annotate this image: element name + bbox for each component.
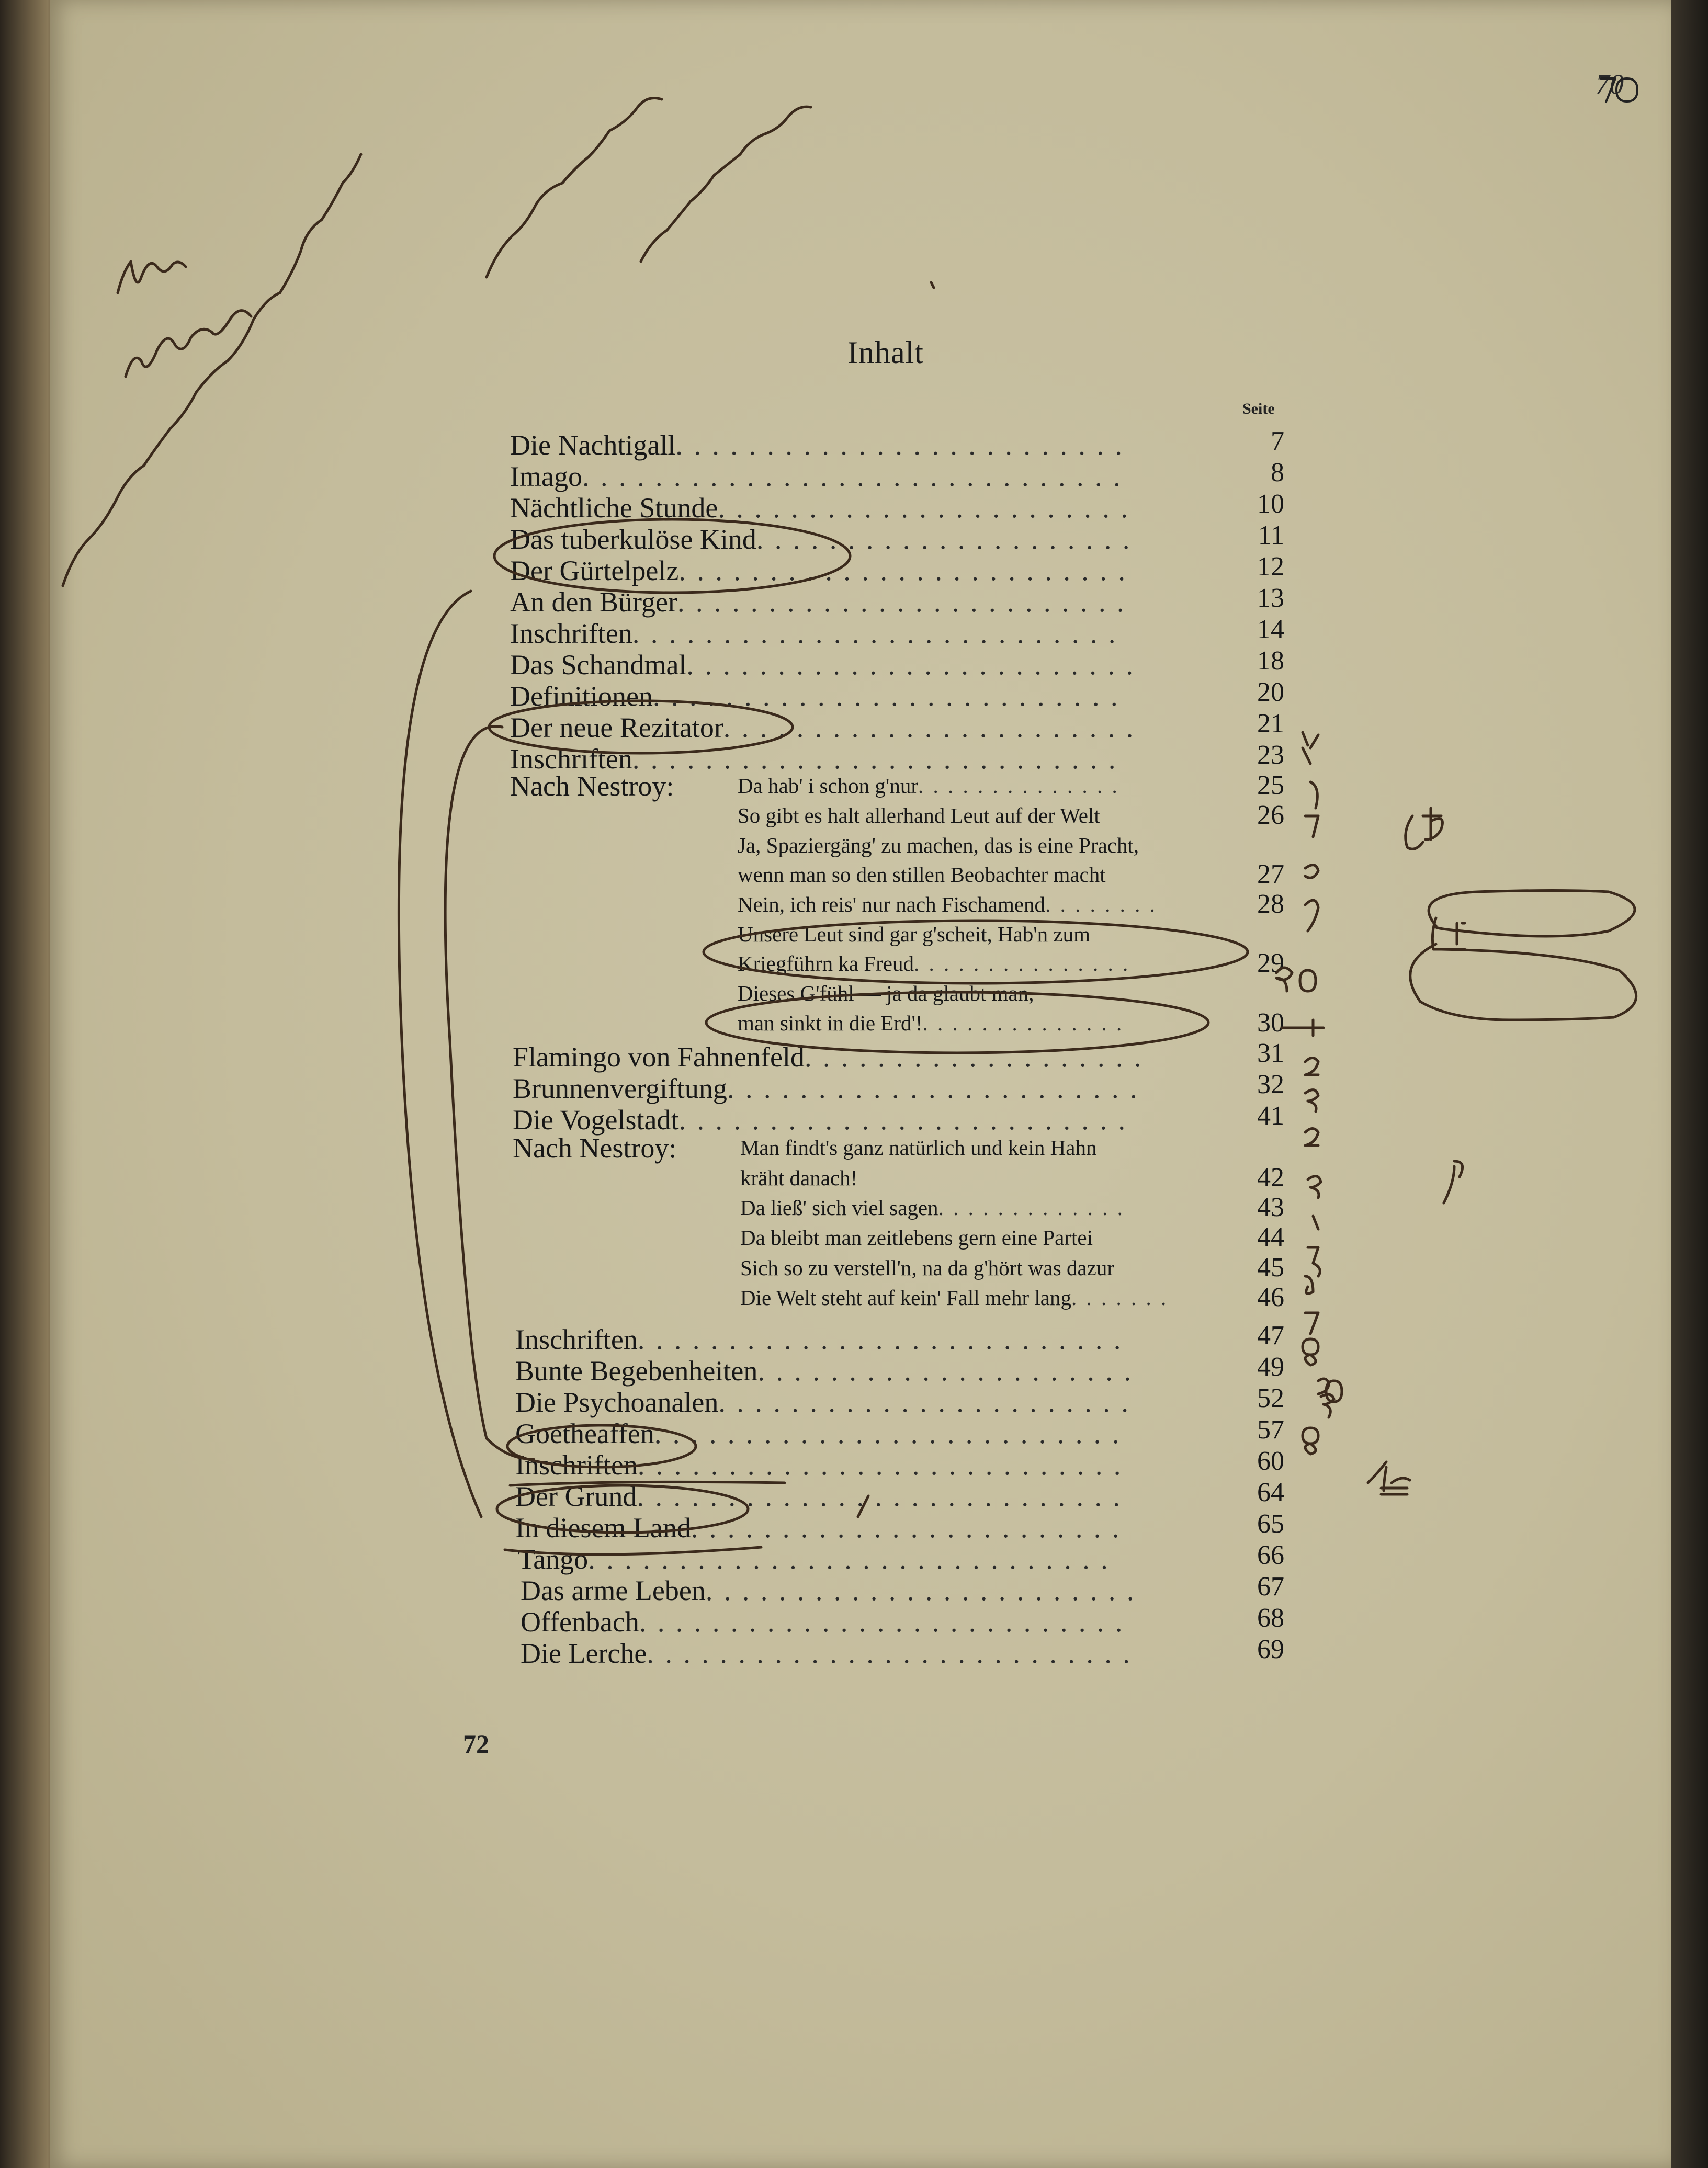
toc-entry-title: Der Gürtelpelz: [510, 555, 679, 586]
renumber-34: [1305, 1129, 1318, 1146]
toc-entry-title: Die Lerche: [521, 1638, 647, 1669]
toc-section-prefix: Nach Nestroy:: [513, 1132, 677, 1164]
toc-leader-dots: . . . . . . . .: [1045, 892, 1157, 916]
margin-mark-st: [1406, 808, 1443, 849]
margin-tick: [931, 282, 934, 288]
toc-page-number: 60: [1257, 1446, 1284, 1476]
toc-page-number: 13: [1257, 583, 1284, 613]
toc-page-number: 11: [1258, 520, 1284, 550]
underline-in-diesem-land: [505, 1547, 761, 1554]
renumber-50: [1318, 1379, 1342, 1402]
toc-page-number: 64: [1257, 1478, 1284, 1507]
margin-note-1: [118, 262, 186, 293]
toc-entry-title: Da hab' i schon g'nur: [738, 774, 918, 798]
toc-page-number: 18: [1257, 646, 1284, 676]
toc-page-number: 32: [1257, 1070, 1284, 1099]
toc-entry-title: Inschriften: [510, 743, 632, 775]
toc-leader-dots: . . . . . . . . . . . . . . . . . . . . . . . . .: [686, 649, 1135, 680]
toc-entry-title: So gibt es halt allerhand Leut auf der Welt: [738, 803, 1100, 827]
toc-entry-title: Flamingo von Fahnenfeld: [513, 1041, 805, 1073]
tick-der-grund: [858, 1496, 868, 1517]
renumber-33: [1305, 1090, 1318, 1111]
toc-entry-title: Kriegführn ka Freud: [738, 951, 914, 975]
toc-entry-title: Der neue Rezitator: [510, 712, 723, 743]
toc-entry-title: Definitionen: [510, 680, 653, 712]
renumber-26: [1310, 782, 1317, 808]
toc-entry-title: Inschriften: [515, 1449, 638, 1481]
toc-page-number: 8: [1271, 458, 1284, 487]
margin-loop-1: [1429, 891, 1635, 937]
toc-entry-title: man sinkt in die Erd'!: [738, 1011, 923, 1035]
toc-leader-dots: . . . . . . . . . . . . . . . . . . . . . . . . . .: [652, 680, 1120, 712]
toc-entry-title: Imago: [510, 461, 582, 492]
toc-leader-dots: . . . . . . . . . . . . . . . . . . . . . . .: [718, 1387, 1130, 1418]
toc-entry-title: Inschriften: [515, 1324, 638, 1355]
renumber-31: [1282, 1020, 1324, 1036]
toc-leader-dots: . . . . . . . . . . . . . . . . . . . . . . . . . . .: [639, 1606, 1125, 1638]
toc-page-number: 7: [1271, 426, 1284, 456]
toc-page-number: 29: [1257, 948, 1284, 978]
toc-page-number: 43: [1257, 1193, 1284, 1222]
toc-entry-title: Das Schandmal: [510, 649, 687, 680]
toc-entry-title: Goetheaffen: [515, 1418, 654, 1449]
toc-page-number: 31: [1257, 1038, 1284, 1068]
toc-entry-title: Brunnenvergiftung: [513, 1073, 727, 1104]
toc-page-number: 47: [1257, 1321, 1284, 1350]
toc-entry-title: Bunte Begebenheiten: [515, 1355, 758, 1387]
toc-leader-dots: . . . . . . . . . . . . . .: [918, 774, 1119, 798]
renumber-32: [1305, 1058, 1318, 1075]
toc-entry-title: Sich so zu verstell'n, na da g'hört was dazur: [740, 1256, 1114, 1280]
margin-mark-lt: [1432, 918, 1465, 949]
toc-page-number: 21: [1257, 709, 1284, 739]
bracket-line-1: [399, 591, 481, 1517]
margin-mark-1o: [1368, 1462, 1410, 1494]
toc-entry-title: Der Grund: [515, 1481, 637, 1512]
toc-page-number: 42: [1257, 1163, 1284, 1193]
margin-loop-2: [1410, 944, 1636, 1020]
toc-entry-title: Dieses G'fühl — ja da glaubt man,: [738, 981, 1034, 1005]
bracket-line-2: [445, 727, 534, 1459]
page-column-label: Seite: [1242, 400, 1275, 417]
renumber-44: [1313, 1216, 1318, 1229]
margin-mark-p: [1444, 1161, 1463, 1203]
toc-page-number: 49: [1257, 1352, 1284, 1382]
toc-leader-dots: . . . . . . . . . . . . . . . . . . . . . . . . . . . . . .: [582, 461, 1123, 492]
toc-leader-dots: . . . . . . .: [1071, 1286, 1169, 1310]
toc-entry-title: Die Welt steht auf kein' Fall mehr lang: [740, 1286, 1071, 1310]
circle-tuberkuloese-kind: [494, 519, 850, 593]
toc-page-number: 12: [1257, 552, 1284, 582]
margin-note-5: [641, 107, 811, 262]
renumber-43: [1308, 1176, 1321, 1198]
toc-leader-dots: . . . . . . . . . . . . . . . . . . . . . . .: [727, 1073, 1139, 1104]
toc-leader-dots: . . . . . . . . . . . . . . . . . . . . .: [757, 1355, 1133, 1387]
toc-page-number: 46: [1257, 1282, 1284, 1312]
toc-entry-title: Nein, ich reis' nur nach Fischamend: [738, 892, 1046, 916]
toc-entry-title: Da bleibt man zeitlebens gern eine Partei: [740, 1225, 1093, 1250]
renumber-47: [1305, 1313, 1318, 1334]
toc-page-number: 25: [1257, 770, 1284, 800]
renumber-28: [1305, 865, 1318, 878]
toc-leader-dots: . . . . . . . . . . . . . . . . . . . . . . . . .: [678, 1104, 1127, 1136]
toc-page-number: 41: [1257, 1101, 1284, 1131]
toc-page-number: 57: [1257, 1415, 1284, 1445]
renumber-27: [1305, 816, 1318, 837]
toc-leader-dots: . . . . . . . . . . . . . . . . . . . . . . . .: [705, 1575, 1136, 1606]
toc-leader-dots: . . . . . . . . . . . . . . . . . . . . . . . . . .: [654, 1418, 1122, 1449]
toc-leader-dots: . . . . . . . . . . . . .: [938, 1196, 1125, 1220]
renumber-30: [1276, 968, 1316, 991]
toc-page-number: 14: [1257, 615, 1284, 644]
renumber-46: [1305, 1276, 1313, 1293]
margin-note-3: [63, 154, 361, 586]
toc-leader-dots: . . . . . . . . . . . . . .: [922, 1011, 1124, 1035]
toc-leader-dots: . . . . . . . . . . . . . . . . . . . . . . . . . . .: [637, 1449, 1123, 1481]
toc-page-number: 30: [1257, 1008, 1284, 1038]
circle-goetheaffen: [507, 1425, 696, 1467]
toc-page-number: 69: [1257, 1634, 1284, 1664]
renumber-24: [1303, 732, 1318, 764]
toc-entry-title: Tango: [518, 1543, 589, 1575]
toc-leader-dots: . . . . . . . . . . . . . . . . . . . . . . . . . . .: [637, 1481, 1122, 1512]
toc-entry-title: wenn man so den stillen Beobachter macht: [738, 862, 1106, 887]
circle-dieses-gfuehl: [706, 992, 1208, 1053]
toc-page-number: 26: [1257, 800, 1284, 830]
toc-page-number: 66: [1257, 1540, 1284, 1570]
toc-entry-title: Das arme Leben: [521, 1575, 706, 1606]
renumber-58: [1303, 1428, 1318, 1454]
toc-entry-title: Inschriften: [510, 618, 632, 649]
toc-entry-title: In diesem Land: [515, 1512, 691, 1543]
circle-unsere-leut: [704, 921, 1248, 983]
renumber-29: [1305, 900, 1318, 931]
toc-leader-dots: . . . . . . . . . . . . . . . . . . . . . . . . . . .: [647, 1638, 1132, 1669]
toc-entry-title: Die Psychoanalen: [515, 1387, 719, 1418]
toc-leader-dots: . . . . . . . . . . . . . . . . . . . . . . . . . . .: [632, 618, 1118, 649]
renumber-45: [1308, 1247, 1320, 1276]
toc-entry-title: Man findt's ganz natürlich und kein Hahn: [740, 1136, 1097, 1160]
toc-leader-dots: . . . . . . . . . . . . . . . . . . . . . . . . . . . . .: [588, 1543, 1110, 1575]
toc-entry-title: Die Vogelstadt: [513, 1104, 679, 1136]
toc-page-number: 65: [1257, 1509, 1284, 1539]
toc-entry-title: Offenbach: [521, 1606, 639, 1638]
archive-number-handwritten: [1601, 78, 1637, 102]
toc-page-number: 45: [1257, 1253, 1284, 1282]
toc-entry-title: Das tuberkulöse Kind: [510, 524, 756, 555]
margin-note-4: [487, 98, 662, 278]
toc-page-number: 28: [1257, 889, 1284, 919]
toc-page-number: 20: [1257, 677, 1284, 707]
toc-entry-title: Unsere Leut sind gar g'scheit, Hab'n zum: [738, 922, 1090, 946]
circle-der-grund: [497, 1485, 748, 1533]
circle-neue-rezitator: [489, 701, 793, 753]
toc-leader-dots: . . . . . . . . . . . . . . . . . . .: [804, 1041, 1144, 1073]
toc-entry-title: Die Nachtigall: [510, 429, 676, 461]
toc-leader-dots: . . . . . . . . . . . . . . . . . . . . . . .: [723, 712, 1136, 743]
toc-section-prefix: Nach Nestroy:: [510, 770, 674, 802]
toc-page-number: 23: [1257, 740, 1284, 770]
toc-page-number: 67: [1257, 1572, 1284, 1602]
toc-leader-dots: . . . . . . . . . . . . . . . . . . . . . . . .: [691, 1512, 1122, 1543]
toc-leader-dots: . . . . . . . . . . . . . . . . . . . . .: [756, 524, 1132, 555]
toc-entry-title: kräht danach!: [740, 1166, 858, 1190]
toc-page-number: 68: [1257, 1603, 1284, 1633]
toc-page-number: 10: [1257, 489, 1284, 519]
toc-leader-dots: . . . . . . . . . . . . . . . . . . . . . . . . .: [678, 555, 1127, 586]
toc-leader-dots: . . . . . . . . . . . . . . . . . . . . . . . . .: [675, 429, 1124, 461]
margin-note-2: [126, 311, 251, 377]
toc-page-number: 27: [1257, 859, 1284, 889]
toc-leader-dots: . . . . . . . . . . . . . . . . . . . . . . . . .: [677, 586, 1126, 618]
renumber-48: [1303, 1339, 1318, 1365]
toc-entry-title: Da ließ' sich viel sagen: [740, 1196, 938, 1220]
page-title: Inhalt: [847, 335, 924, 370]
toc-leader-dots: . . . . . . . . . . . . . . . . . . . . . . . . . . .: [637, 1324, 1123, 1355]
toc-leader-dots: . . . . . . . . . . . . . . .: [914, 951, 1130, 975]
archive-folio-number: 70: [1596, 69, 1624, 100]
toc-page-number: 52: [1257, 1383, 1284, 1413]
toc-entry-title: Nächtliche Stunde: [510, 492, 718, 524]
toc-page-number: 44: [1257, 1222, 1284, 1252]
toc-leader-dots: . . . . . . . . . . . . . . . . . . . . . . . . . . .: [632, 743, 1118, 775]
page-number: 72: [463, 1729, 489, 1758]
toc-entry-title: An den Bürger: [510, 586, 677, 618]
toc-entry-title: Ja, Spaziergäng' zu machen, das is eine Pracht,: [738, 833, 1139, 857]
toc-leader-dots: . . . . . . . . . . . . . . . . . . . . . . .: [718, 492, 1130, 524]
